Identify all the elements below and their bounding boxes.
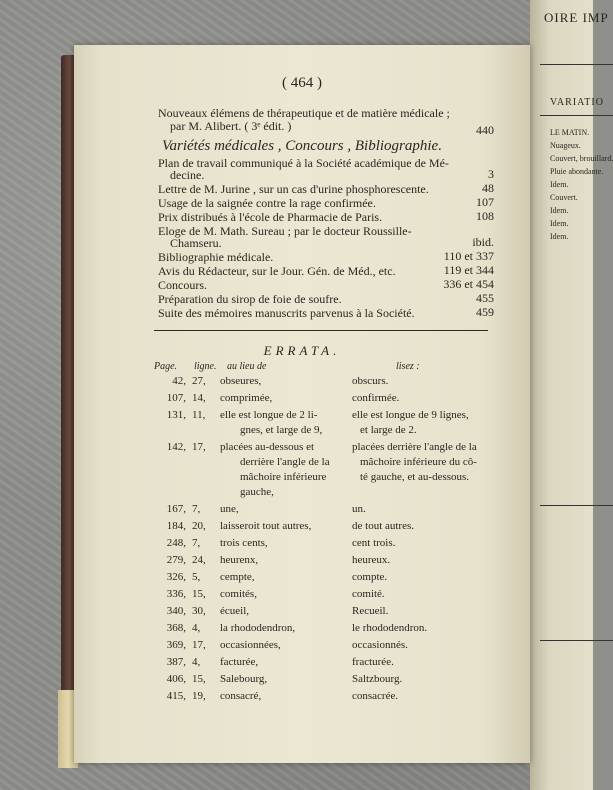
book-page [74,45,530,763]
errata-line: 7, [192,537,201,549]
errata-line: 15, [192,673,206,685]
errata-wrong-text: Salebourg, [220,673,268,685]
errata-header-page: Page. [154,361,178,372]
errata-line: 4, [192,656,201,668]
errata-line: 24, [192,554,206,566]
errata-wrong-text: comprimée, [220,392,273,404]
errata-correct-text: Recueil. [352,605,389,617]
errata-line: 27, [192,375,206,387]
toc-entry-page: 48 [482,181,494,195]
facing-page-rule [540,115,613,116]
toc-entry-line: Suite des mémoires manuscrits parvenus à la Société. [158,306,415,320]
errata-wrong-text: une, [220,503,239,515]
errata-line: 4, [192,622,201,634]
toc-entry-line: Chamseru. [170,236,222,250]
errata-correct-text: consacrée. [352,690,399,702]
errata-correct-text: heureux. [352,554,391,566]
page-number: ( 464 ) [282,75,322,91]
facing-page-line: Couvert. [550,193,578,202]
errata-wrong-text: cempte, [220,571,255,583]
errata-correct-text: fracturée. [352,656,394,668]
errata-correct-text: de tout autres. [352,520,415,532]
errata-page: 387, [166,656,186,668]
errata-line: 11, [192,409,206,421]
errata-line: 17, [192,639,206,651]
toc-entry-page: 455 [476,291,494,305]
errata-page: 368, [166,622,186,634]
toc-entry-page: 107 [476,195,494,209]
errata-page: 131, [166,409,186,421]
errata-correct-text: et large de 2. [360,424,417,436]
section-heading: Variétés médicales , Concours , Bibliographie. [162,138,442,154]
errata-correct-text: comité. [352,588,385,600]
toc-entry-page: 336 et 454 [443,277,494,291]
errata-correct-text: compte. [352,571,388,583]
errata-line: 7, [192,503,201,515]
facing-page-line: Idem. [550,180,569,189]
toc-entry-line: Usage de la saignée contre la rage confirmée. [158,196,376,210]
errata-page: 107, [166,392,186,404]
toc-entry-page: 119 et 344 [443,263,494,277]
errata-wrong-text: obseures, [220,375,262,387]
facing-page [530,0,613,790]
errata-header-right: lisez : [396,361,420,372]
errata-page: 142, [166,441,186,453]
errata-correct-text: mâchoire inférieure du cô- [360,456,477,468]
errata-correct-text: le rhododendron. [352,622,428,634]
errata-page: 42, [172,375,186,387]
facing-page-rule [540,505,613,506]
toc-entry-line: par M. Alibert. ( 3ᵉ édit. ) [170,119,292,133]
errata-page: 406, [166,673,186,685]
errata-line: 17, [192,441,206,453]
errata-header-ligne: ligne. [194,361,217,372]
errata-wrong-text: la rhododendron, [220,622,296,634]
errata-header-wrong: au lieu de [227,361,267,372]
toc-entry-page: 459 [476,305,494,319]
errata-wrong-text: occasionnées, [220,639,281,651]
errata-page: 248, [166,537,186,549]
errata-wrong-text: gauche, [240,486,274,498]
errata-page: 415, [166,690,186,702]
toc-entry-line: Lettre de M. Jurine , sur un cas d'urine phosphorescente. [158,182,429,196]
errata-wrong-text: heurenx, [220,554,259,566]
facing-page-line: Couvert, brouillard. [550,154,613,163]
errata-title: ERRATA. [263,343,341,358]
errata-correct-text: Saltzbourg. [352,673,403,685]
errata-page: 340, [166,605,186,617]
facing-page-title: OIRE IMP [544,10,609,25]
toc-entry-line: Prix distribués à l'école de Pharmacie de Paris. [158,210,383,224]
toc-entry-line: Nouveaux élémens de thérapeutique et de matière médicale ; [158,106,450,120]
errata-wrong-text: consacré, [220,690,262,702]
errata-wrong-text: écueil, [220,605,250,617]
errata-correct-text: té gauche, et au-dessous. [360,471,470,483]
errata-wrong-text: laisseroit tout autres, [220,520,312,532]
errata-line: 5, [192,571,201,583]
toc-entry-page: 440 [476,123,494,137]
errata-line: 14, [192,392,206,404]
errata-wrong-text: facturée, [220,656,259,668]
facing-page-line: Nuageux. [550,141,581,150]
errata-correct-text: elle est longue de 9 lignes, [352,409,469,421]
facing-page-rule [540,64,613,65]
facing-page-line: LE MATIN. [550,128,590,137]
section-divider [154,330,488,331]
errata-wrong-text: derrière l'angle de la [240,456,330,468]
toc-entry-line: Eloge de M. Math. Sureau ; par le docteur Roussille- [158,224,412,238]
toc-entry-line: Plan de travail communiqué à la Société académique de Mé- [158,156,449,170]
toc-entry-page: 108 [476,209,494,223]
errata-line: 15, [192,588,206,600]
errata-correct-text: occasionnés. [352,639,408,651]
errata-line: 19, [192,690,206,702]
errata-correct-text: cent trois. [352,537,396,549]
facing-page-line: Idem. [550,232,569,241]
toc-entry-line: decine. [170,168,205,182]
facing-page-subtitle: VARIATIO [550,97,604,108]
errata-page: 369, [166,639,186,651]
errata-correct-text: placées derrière l'angle de la [352,441,477,453]
errata-page: 167, [166,503,186,515]
toc-entry-page: 3 [488,167,494,181]
errata-wrong-text: mâchoire inférieure [240,471,327,483]
errata-page: 326, [166,571,186,583]
toc-entry-line: Concours. [158,278,207,292]
errata-wrong-text: placées au-dessous et [220,441,315,453]
toc-entry-line: Préparation du sirop de foie de soufre. [158,292,342,306]
errata-wrong-text: trois cents, [220,537,268,549]
facing-page-rule [540,640,613,641]
errata-page: 184, [166,520,186,532]
errata-correct-text: confirmée. [352,392,400,404]
errata-page: 336, [166,588,186,600]
errata-line: 30, [192,605,206,617]
facing-page-line: Pluie abondante. [550,167,604,176]
errata-wrong-text: gnes, et large de 9, [240,424,323,436]
errata-line: 20, [192,520,206,532]
toc-entry-page: 110 et 337 [443,249,494,263]
toc-entry-line: Bibliographie médicale. [158,250,274,264]
toc-entry-page: ibid. [472,235,494,249]
facing-page-line: Idem. [550,206,569,215]
errata-wrong-text: elle est longue de 2 li- [220,409,318,421]
errata-wrong-text: comités, [220,588,257,600]
toc-entry-line: Avis du Rédacteur, sur le Jour. Gén. de Méd., etc. [158,264,396,278]
errata-correct-text: un. [352,503,366,515]
facing-page-line: Idem. [550,219,569,228]
errata-correct-text: obscurs. [352,375,389,387]
errata-page: 279, [166,554,186,566]
